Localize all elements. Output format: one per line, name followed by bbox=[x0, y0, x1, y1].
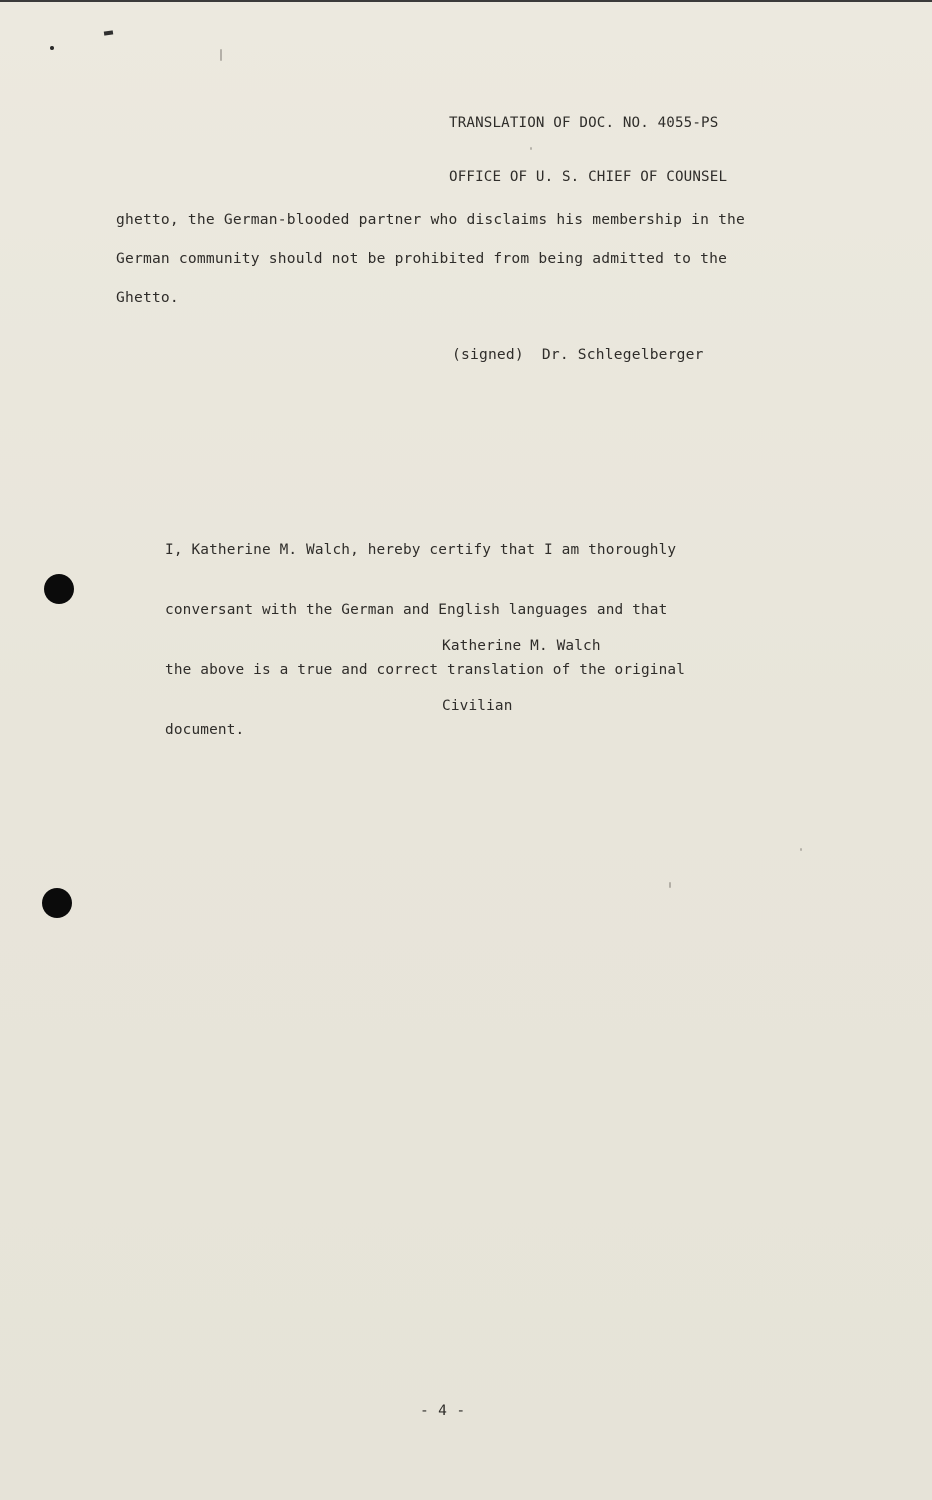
certification-block bbox=[165, 500, 685, 780]
translator-signature-block bbox=[442, 596, 601, 756]
page-number: - 4 - bbox=[420, 1402, 466, 1419]
ink-mark bbox=[104, 30, 113, 35]
body-text-line: Ghetto. bbox=[116, 289, 179, 306]
certification-line: the above is a true and correct translation of the original bbox=[165, 662, 686, 678]
translator-name: Katherine M. Walch bbox=[442, 638, 601, 654]
certification-line: conversant with the German and English languages and that bbox=[165, 602, 668, 618]
body-text-line: German community should not be prohibited from being admitted to the bbox=[116, 250, 728, 267]
header-line-translation: TRANSLATION OF DOC. NO. 4055-PS bbox=[449, 115, 719, 131]
ink-speck bbox=[50, 46, 54, 50]
signature-line: (signed) Dr. Schlegelberger bbox=[452, 346, 704, 363]
paper-speck bbox=[800, 848, 802, 851]
paper-speck bbox=[220, 49, 222, 61]
header-line-office: OFFICE OF U. S. CHIEF OF COUNSEL bbox=[449, 169, 728, 185]
punch-hole-top bbox=[44, 574, 74, 604]
certification-line: document. bbox=[165, 722, 245, 738]
body-text-line: ghetto, the German-blooded partner who disclaims his membership in the bbox=[116, 211, 746, 228]
certification-line: I, Katherine M. Walch, hereby certify that I am thoroughly bbox=[165, 542, 677, 558]
document-header bbox=[449, 78, 727, 222]
translator-title: Civilian bbox=[442, 698, 513, 714]
punch-hole-bottom bbox=[42, 888, 72, 918]
paper-speck bbox=[669, 882, 671, 888]
